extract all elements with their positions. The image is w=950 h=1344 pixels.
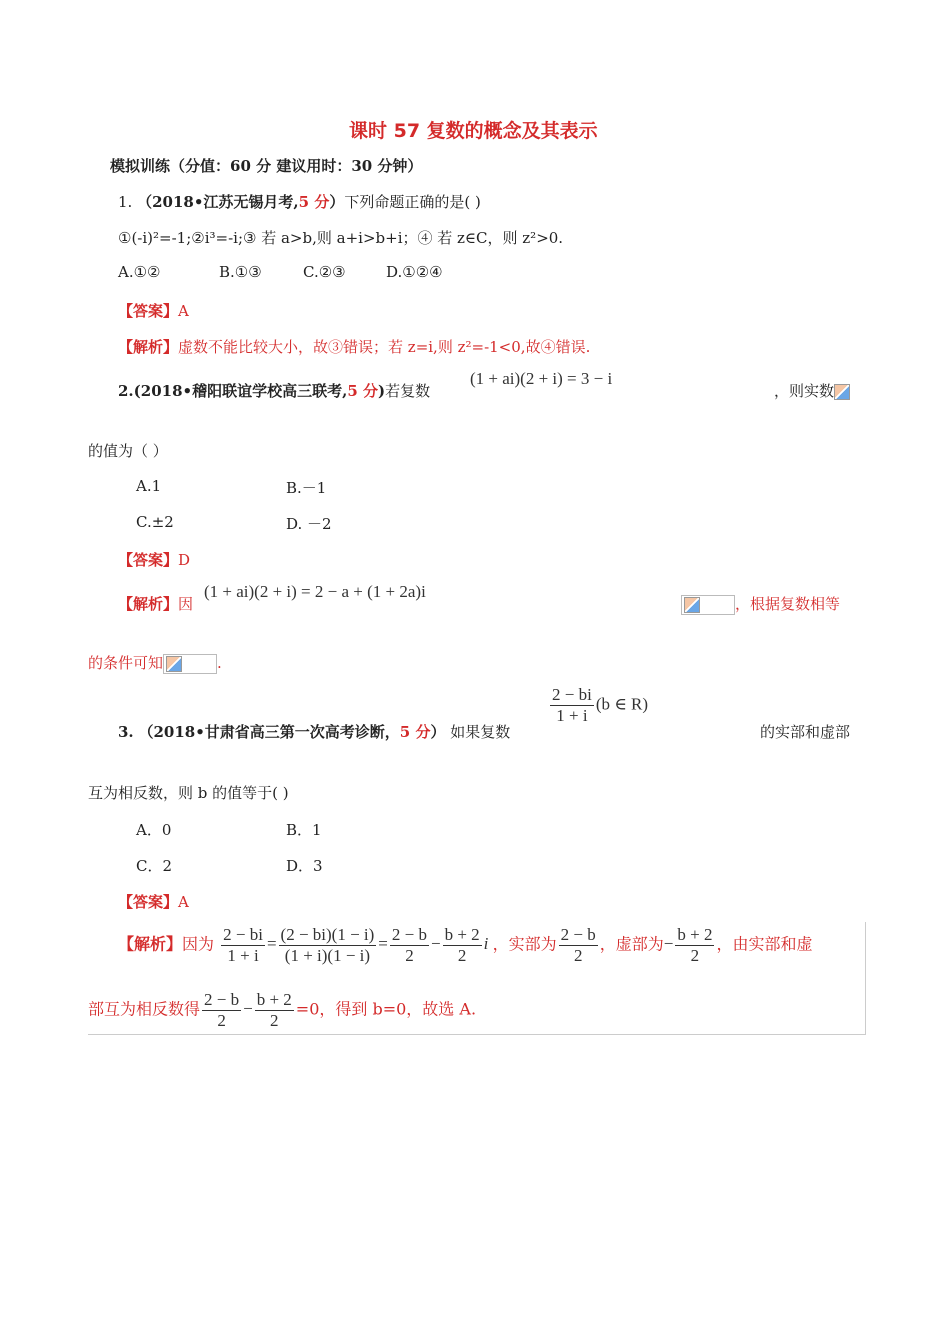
- page-title: 课时 57 复数的概念及其表示: [349, 120, 598, 142]
- q2-answer-value: D: [178, 551, 191, 569]
- q1-analysis: [118, 336, 590, 357]
- q2-analysis-b: ，根据复数相等: [735, 595, 841, 613]
- q2-option-a: A.1: [136, 477, 162, 495]
- q3-eq-2: =: [378, 934, 388, 954]
- q3-condition: (b ∈ R): [595, 694, 649, 714]
- q2-stem-b: ，则实数: [774, 382, 835, 400]
- q3-analysis-a2: ，实部为: [492, 934, 557, 954]
- q3-analysis-a6: =0，得到 b=0，故选 A.: [295, 999, 477, 1019]
- q1-number: 1.: [118, 193, 133, 211]
- q1-score: 5 分: [298, 193, 330, 211]
- q3-stem-b: 的实部和虚部: [760, 723, 851, 741]
- q3-f3-num: 2 − b: [391, 925, 427, 944]
- q3-analysis-line1: [118, 925, 812, 966]
- q3-f4-den: 2: [457, 946, 467, 965]
- q1-option-a: A.①②: [118, 263, 161, 281]
- q3-imag-den: 2: [690, 946, 700, 965]
- q2-analysis-c-wrap: [88, 652, 222, 674]
- q3-number: 3.: [118, 723, 134, 741]
- q3-option-c: C．2: [136, 857, 173, 875]
- q2-score: 5 分: [347, 382, 378, 400]
- q3-answer-value: A: [178, 893, 189, 911]
- q1-source: （2018•江苏无锡月考,: [137, 193, 299, 211]
- q1-stem: 下列命题正确的是( ): [344, 193, 481, 211]
- formula-image-icon: [684, 597, 700, 613]
- q2-analysis: [118, 593, 193, 614]
- q3-real-den: 2: [573, 946, 583, 965]
- q1-answer: [118, 300, 189, 321]
- q1-answer-label: 【答案】: [118, 302, 179, 320]
- q3-f2-num: (2 − bi)(1 − i): [280, 925, 375, 944]
- q3-option-d: D．3: [286, 857, 323, 875]
- q3-f1-num: 2 − bi: [223, 925, 263, 944]
- q2-analysis-label: 【解析】: [118, 595, 179, 613]
- q3-sum-f2-den: 2: [270, 1011, 279, 1030]
- q2-formula: (1 + ai)(2 + i) = 3 − i: [470, 369, 613, 388]
- q3-sum-f2-num: b + 2: [256, 990, 292, 1009]
- q3-formula: [548, 685, 648, 726]
- q1-header: [118, 191, 481, 212]
- q3-header: [118, 721, 510, 742]
- q1-option-d: D.①②④: [386, 263, 443, 281]
- q3-analysis-a1: 因为: [182, 934, 215, 954]
- q3-source-close: ）: [430, 723, 446, 741]
- q2-analysis-b-wrap: [681, 593, 840, 615]
- q3-f2-den: (1 + i)(1 − i): [284, 946, 371, 965]
- q2-source: (2018•稽阳联谊学校高三联考,: [133, 382, 348, 400]
- q2-number: 2.: [118, 382, 134, 400]
- q2-header: [118, 380, 430, 401]
- q3-score: 5 分: [399, 723, 431, 741]
- q3-eq-1: =: [266, 934, 277, 954]
- q2-answer: [118, 549, 190, 570]
- q2-stem-a: 若复数: [385, 382, 431, 400]
- q1-analysis-text: 虚数不能比较大小，故③错误；若 z=i,则 z²=-1<0,故④错误.: [178, 338, 591, 356]
- q3-option-a: A．0: [136, 821, 172, 839]
- q3-sum-f1-den: 2: [217, 1011, 226, 1030]
- formula-image-icon: [834, 384, 850, 400]
- q3-analysis-label: 【解析】: [118, 934, 183, 954]
- q1-answer-value: A: [178, 302, 189, 320]
- q3-frac-denominator: 1 + i: [556, 706, 588, 725]
- q3-stem-a: 如果复数: [450, 723, 511, 741]
- q3-analysis-a5: 部互为相反数得: [88, 999, 201, 1019]
- formula-image-icon: [166, 656, 182, 672]
- analysis-border-bottom: [88, 1034, 866, 1035]
- q1-source-close: ）: [329, 193, 345, 211]
- q2-analysis-d: .: [217, 654, 222, 672]
- q2-stem-b-wrap: [774, 380, 850, 401]
- q1-option-b: B.①③: [219, 263, 262, 281]
- q3-analysis-a4: ，由实部和虚: [716, 934, 813, 954]
- q2-option-c: C.±2: [136, 513, 174, 531]
- q3-frac-numerator: 2 − bi: [552, 685, 592, 704]
- q3-real-num: 2 − b: [560, 925, 596, 944]
- q1-statements: ①(-i)²=-1;②i³=-i;③ 若 a>b,则 a+i>b+i；④ 若 z∈C，则 z²>0.: [118, 229, 564, 247]
- formula-image-box: [163, 654, 217, 674]
- q2-stem-c: 的值为（ ）: [88, 442, 168, 460]
- q3-f4-num: b + 2: [444, 925, 480, 944]
- q3-f3-den: 2: [405, 946, 414, 965]
- q3-analysis-a3: ，虚部为: [599, 934, 664, 954]
- q3-option-b: B．1: [286, 821, 322, 839]
- q2-analysis-formula: (1 + ai)(2 + i) = 2 − a + (1 + 2a)i: [204, 582, 426, 601]
- analysis-border-right: [865, 922, 866, 1034]
- q3-stem-c: 互为相反数，则 b 的值等于( ): [88, 784, 289, 802]
- q3-neg-sign: −: [663, 934, 674, 954]
- q3-analysis-line2: [88, 990, 476, 1031]
- section-subtitle: 模拟训练（分值：60 分 建议用时：30 分钟）: [110, 157, 423, 175]
- q1-option-c: C.②③: [303, 263, 346, 281]
- q3-minus-2: −: [243, 999, 253, 1019]
- q3-source: （2018•甘肃省高三第一次高考诊断，: [138, 723, 400, 741]
- q3-answer-label: 【答案】: [118, 893, 179, 911]
- q3-minus-1: −: [430, 934, 441, 954]
- q3-imag-unit: i: [483, 934, 489, 954]
- formula-image-box: [681, 595, 735, 615]
- q2-answer-label: 【答案】: [118, 551, 179, 569]
- q3-f1-den: 1 + i: [227, 946, 259, 965]
- q3-imag-num: b + 2: [677, 925, 713, 944]
- q3-sum-f1-num: 2 − b: [204, 990, 240, 1009]
- q1-analysis-label: 【解析】: [118, 338, 179, 356]
- q2-option-b: B.－1: [286, 479, 327, 497]
- q2-source-close: ): [378, 382, 386, 400]
- q3-answer: [118, 891, 189, 912]
- q2-option-d: D. －2: [286, 515, 332, 533]
- q2-analysis-c: 的条件可知: [88, 654, 164, 672]
- q2-analysis-a: 因: [178, 595, 194, 613]
